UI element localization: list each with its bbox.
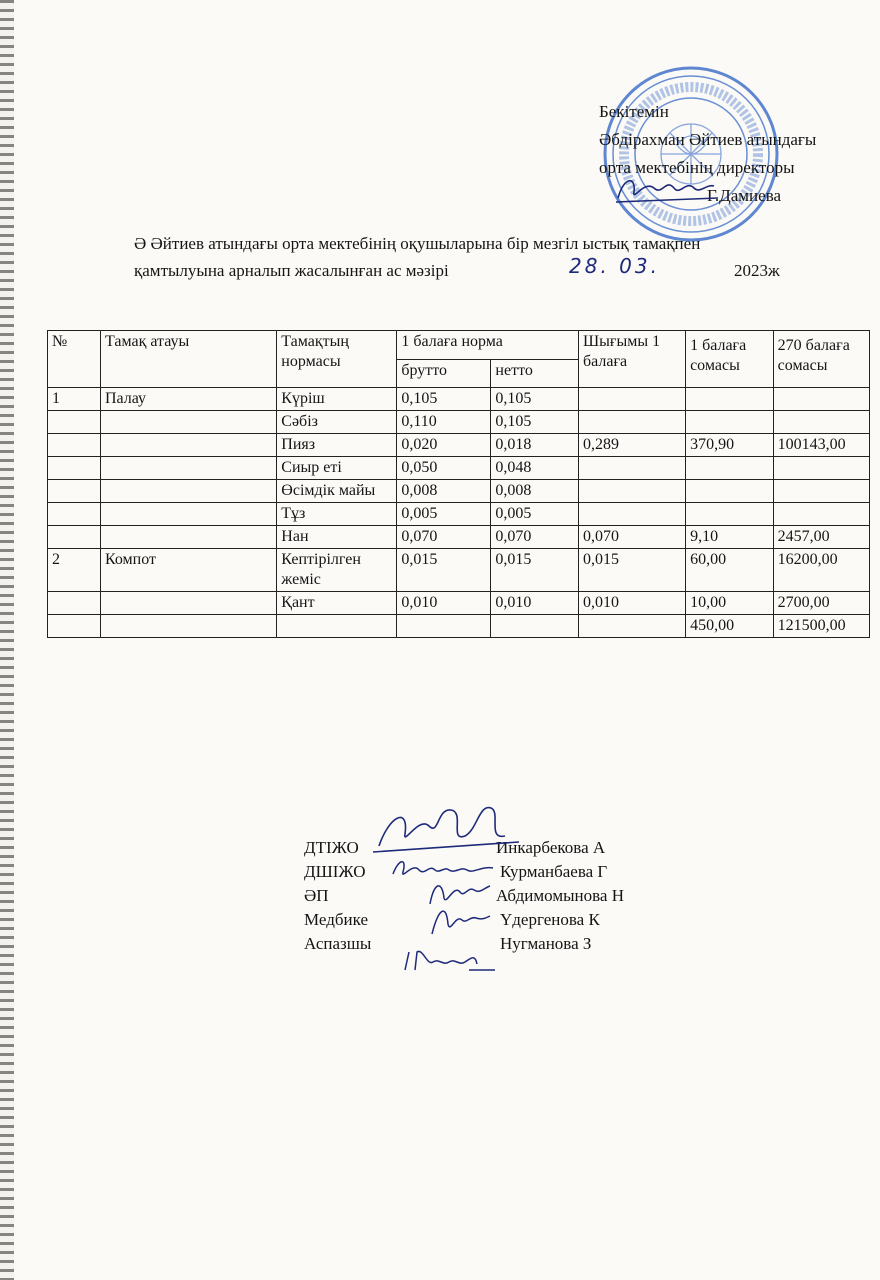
document-page (14, 0, 880, 1280)
cell-gross (397, 615, 491, 638)
cell-gross: 0,005 (397, 503, 491, 526)
cell-num: 1 (48, 388, 101, 411)
cell-num (48, 615, 101, 638)
cell-gross: 0,110 (397, 411, 491, 434)
table-row (48, 434, 870, 457)
cell-item: Тұз (277, 503, 397, 526)
signature-row (304, 932, 704, 956)
cell-dish (100, 457, 276, 480)
header-dish: Тамақ атауы (100, 331, 276, 388)
header-net: нетто (491, 359, 579, 388)
cell-item (277, 615, 397, 638)
cell-dish (100, 503, 276, 526)
cell-sum-270: 100143,00 (773, 434, 869, 457)
cell-item: Сәбіз (277, 411, 397, 434)
binding-holes (0, 0, 14, 1280)
cell-item: Нан (277, 526, 397, 549)
cell-item: Күріш (277, 388, 397, 411)
cell-gross: 0,010 (397, 592, 491, 615)
cell-sum-270 (773, 480, 869, 503)
director-signature (614, 168, 724, 208)
cell-num (48, 526, 101, 549)
approval-line-2: Әбдірахман Әйтиев атындағы (599, 130, 817, 149)
cell-sum-one: 450,00 (686, 615, 774, 638)
table-row (48, 615, 870, 638)
cell-sum-270 (773, 457, 869, 480)
approval-line-4: Г.Дамиева (707, 186, 782, 205)
cell-yield (579, 388, 686, 411)
cell-gross: 0,070 (397, 526, 491, 549)
signature-role: ДТІЖО (304, 838, 359, 857)
cell-dish (100, 615, 276, 638)
cell-sum-270 (773, 503, 869, 526)
signature-scribble-1 (369, 796, 529, 856)
cell-item: Кептірілген жеміс (277, 549, 397, 592)
cell-gross: 0,050 (397, 457, 491, 480)
cell-item: Сиыр еті (277, 457, 397, 480)
cell-dish (100, 411, 276, 434)
table-row (48, 592, 870, 615)
cell-sum-270 (773, 411, 869, 434)
cell-net: 0,015 (491, 549, 579, 592)
cell-sum-one (686, 411, 774, 434)
signature-scribble-4 (424, 900, 494, 938)
signature-role: Аспазшы (304, 934, 372, 953)
signature-row (304, 860, 704, 884)
cell-num (48, 503, 101, 526)
cell-num (48, 480, 101, 503)
cell-num (48, 411, 101, 434)
cell-sum-one: 60,00 (686, 549, 774, 592)
cell-gross: 0,105 (397, 388, 491, 411)
cell-gross: 0,020 (397, 434, 491, 457)
cell-yield (579, 615, 686, 638)
signature-role: ДШІЖО (304, 862, 366, 881)
header-yield: Шығымы 1 балаға (579, 331, 686, 388)
header-sum-270: 270 балаға сомасы (773, 331, 869, 388)
cell-num (48, 457, 101, 480)
cell-dish (100, 434, 276, 457)
cell-net: 0,048 (491, 457, 579, 480)
table-row (48, 480, 870, 503)
table-row (48, 411, 870, 434)
signature-role: ӘП (304, 886, 329, 905)
cell-sum-one: 9,10 (686, 526, 774, 549)
cell-yield (579, 411, 686, 434)
title-year: 2023ж (734, 261, 780, 280)
signature-scribble-5 (399, 944, 499, 978)
approval-line-1: Бекітемін (599, 102, 669, 121)
header-num: № (48, 331, 101, 388)
cell-dish (100, 480, 276, 503)
cell-yield: 0,010 (579, 592, 686, 615)
cell-yield (579, 503, 686, 526)
cell-num (48, 592, 101, 615)
cell-yield (579, 457, 686, 480)
cell-item: Қант (277, 592, 397, 615)
cell-sum-one: 370,90 (686, 434, 774, 457)
cell-yield: 0,070 (579, 526, 686, 549)
table-row (48, 526, 870, 549)
table-row (48, 549, 870, 592)
cell-item: Өсімдік майы (277, 480, 397, 503)
cell-net: 0,070 (491, 526, 579, 549)
signature-name: Курманбаева Г (500, 862, 608, 881)
handwritten-date: 28. 03. (569, 254, 660, 278)
header-norm-name: Тамақтың нормасы (277, 331, 397, 388)
cell-sum-one (686, 503, 774, 526)
cell-net: 0,005 (491, 503, 579, 526)
cell-gross: 0,015 (397, 549, 491, 592)
table-header-row (48, 331, 870, 360)
cell-sum-270: 2700,00 (773, 592, 869, 615)
cell-net: 0,008 (491, 480, 579, 503)
signature-role: Медбике (304, 910, 368, 929)
cell-net: 0,018 (491, 434, 579, 457)
cell-yield: 0,289 (579, 434, 686, 457)
signature-row (304, 884, 704, 908)
signature-name: Нугманова З (500, 934, 592, 953)
cell-sum-270: 16200,00 (773, 549, 869, 592)
cell-sum-one (686, 388, 774, 411)
cell-net: 0,105 (491, 411, 579, 434)
signature-row (304, 908, 704, 932)
signature-name: Үдергенова К (500, 910, 600, 929)
cell-sum-270 (773, 388, 869, 411)
cell-dish: Палау (100, 388, 276, 411)
signature-name: Абдимомынова Н (496, 886, 624, 905)
cell-num (48, 434, 101, 457)
cell-sum-one: 10,00 (686, 592, 774, 615)
title-line-2: қамтылуына арналып жасалынған ас мәзірі (134, 261, 449, 280)
cell-yield (579, 480, 686, 503)
cell-gross: 0,008 (397, 480, 491, 503)
cell-sum-one (686, 457, 774, 480)
cell-dish: Компот (100, 549, 276, 592)
approval-line-3: орта мектебінің директоры (599, 158, 795, 177)
table-row (48, 503, 870, 526)
cell-yield: 0,015 (579, 549, 686, 592)
cell-dish (100, 592, 276, 615)
signature-name: Инкарбекова А (496, 838, 606, 857)
cell-dish (100, 526, 276, 549)
header-norm-per-child: 1 балаға норма (397, 331, 579, 360)
cell-num: 2 (48, 549, 101, 592)
cell-sum-270: 2457,00 (773, 526, 869, 549)
cell-net: 0,010 (491, 592, 579, 615)
cell-net: 0,105 (491, 388, 579, 411)
title-line-1: Ә Әйтиев атындағы орта мектебінің оқушыларына бір мезгіл ыстық тамақпен (134, 234, 701, 253)
menu-table (47, 330, 870, 638)
cell-item: Пияз (277, 434, 397, 457)
table-row (48, 388, 870, 411)
table-row (48, 457, 870, 480)
header-sum-one: 1 балаға сомасы (686, 331, 774, 388)
cell-sum-270: 121500,00 (773, 615, 869, 638)
header-gross: брутто (397, 359, 491, 388)
cell-net (491, 615, 579, 638)
cell-sum-one (686, 480, 774, 503)
